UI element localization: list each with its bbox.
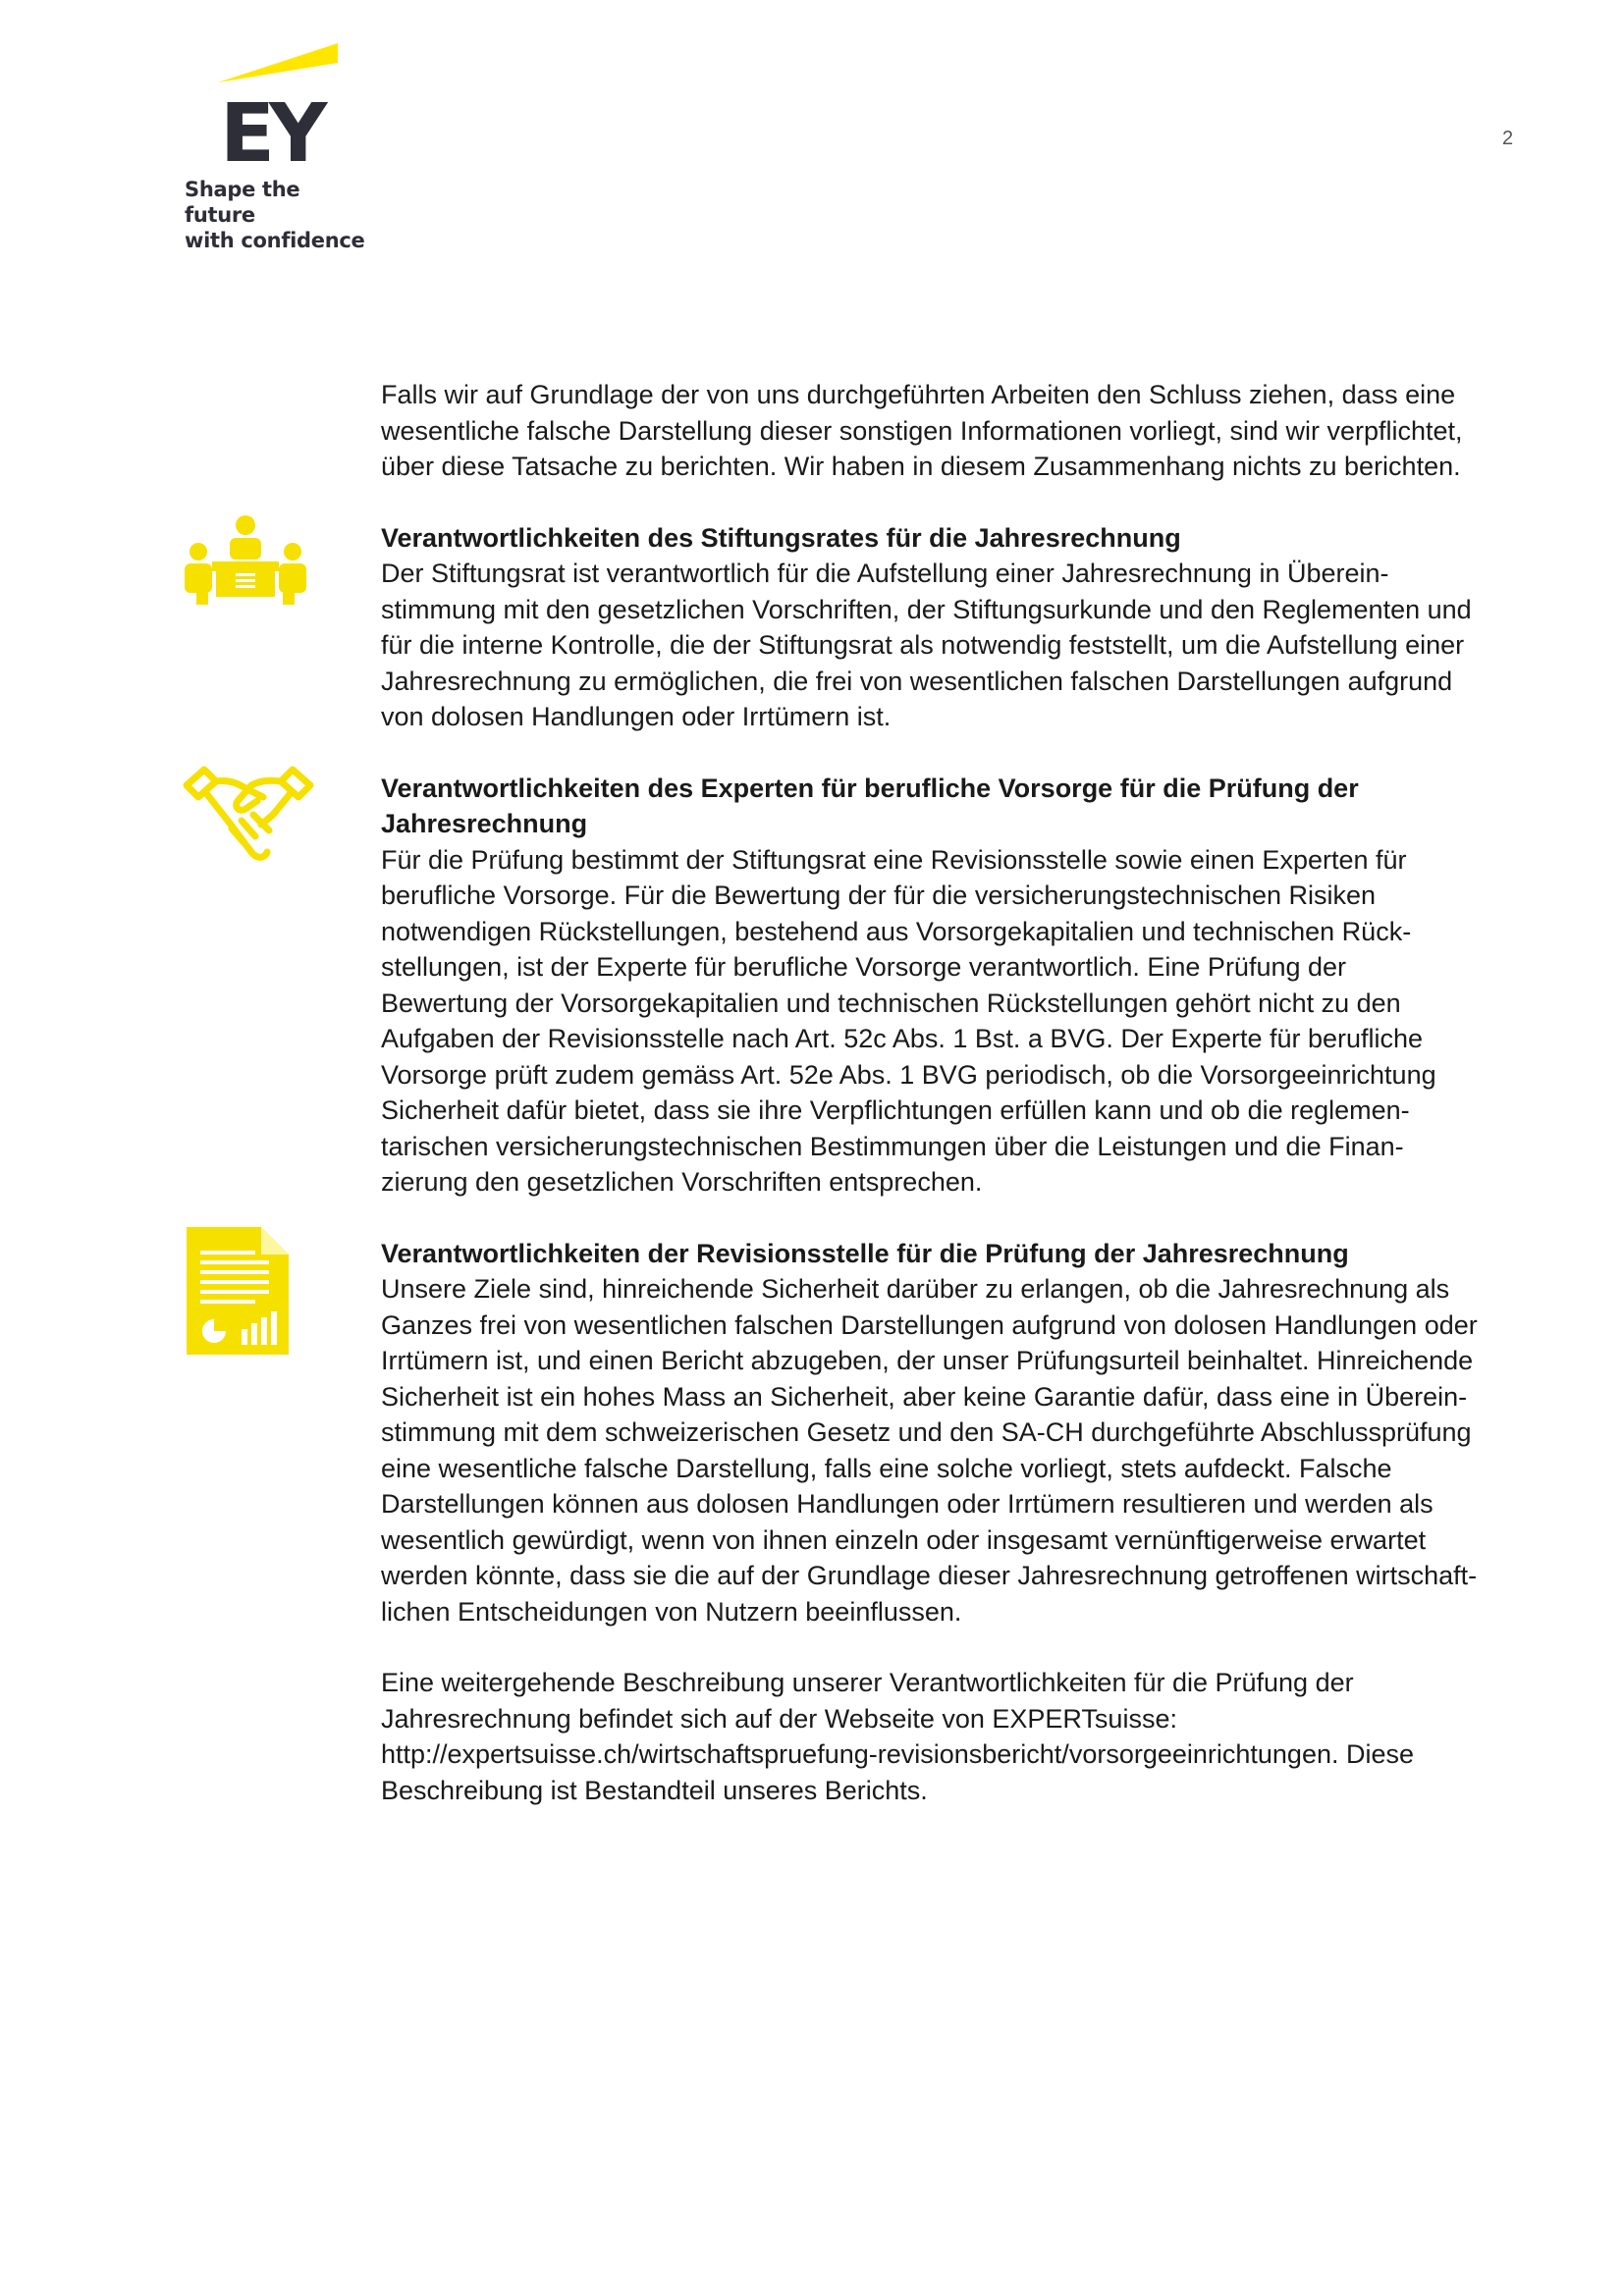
ey-logo-text: EY xyxy=(220,87,322,167)
text-line: stimmung mit den gesetzlichen Vorschriften, der Stiftungsurkunde und den Reglementen und xyxy=(381,594,1472,624)
text-line: Jahresrechnung zu ermöglichen, die frei von wesentlichen falschen Darstellungen aufgrund xyxy=(381,666,1453,696)
text-line: Sicherheit dafür bietet, dass sie ihre Verpflichtungen erfüllen kann und ob die reglemen- xyxy=(381,1095,1410,1125)
text-line: Darstellungen können aus dolosen Handlungen oder Irrtümern resultieren und werden als xyxy=(381,1489,1434,1519)
page-number: 2 xyxy=(1502,128,1514,149)
text-line: werden könnte, dass sie die auf der Grundlage dieser Jahresrechnung getroffenen wirtschaft- xyxy=(381,1561,1478,1590)
text-line: notwendigen Rückstellungen, bestehend aus Vorsorgekapitalien und technischen Rück- xyxy=(381,916,1412,946)
text-line: eine wesentliche falsche Darstellung, falls eine solche vorliegt, stets aufdeckt. Falsche xyxy=(381,1453,1392,1483)
section-stiftungsrat xyxy=(381,520,1530,735)
text-line: stimmung mit dem schweizerischen Gesetz und den SA-CH durchgeführte Abschlussprüfung xyxy=(381,1417,1472,1447)
section-heading: Verantwortlichkeiten der Revisionsstelle für die Prüfung der Jahresrechnung xyxy=(381,1238,1349,1268)
text-line: über diese Tatsache zu berichten. Wir haben in diesem Zusammenhang nichts zu berichten. xyxy=(381,452,1461,481)
section-heading: Jahresrechnung xyxy=(381,809,588,838)
meeting-people-icon xyxy=(183,514,308,607)
text-line: lichen Entscheidungen von Nutzern beeinflussen. xyxy=(381,1596,962,1627)
text-line: Ganzes frei von wesentlichen falschen Darstellungen aufgrund von dolosen Handlungen oder xyxy=(381,1309,1478,1340)
text-line: zierung den gesetzlichen Vorschriften entsprechen. xyxy=(381,1167,983,1197)
text-line: für die interne Kontrolle, die der Stiftungsrat als notwendig feststellt, um die Aufstellung einer xyxy=(381,630,1465,660)
text-line: berufliche Vorsorge. Für die Bewertung der für die versicherungstechnischen Risiken xyxy=(381,881,1377,910)
text-line: Falls wir auf Grundlage der von uns durchgeführten Arbeiten den Schluss ziehen, dass eine xyxy=(381,380,1456,409)
logo-tagline xyxy=(185,177,377,253)
text-line: Eine weitergehende Beschreibung unserer Verantwortlichkeiten für die Prüfung der xyxy=(381,1668,1354,1697)
logo-tagline-line2: with confidence xyxy=(185,229,365,252)
text-line: stellungen, ist der Experte für berufliche Vorsorge verantwortlich. Eine Prüfung der xyxy=(381,952,1347,982)
text-line: http://expertsuisse.ch/wirtschaftspruefung-revisionsbericht/vorsorgeeinrichtungen. Diese xyxy=(381,1739,1415,1769)
text-line: Unsere Ziele sind, hinreichende Sicherheit darüber zu erlangen, ob die Jahresrechnung als xyxy=(381,1274,1450,1304)
text-line: Der Stiftungsrat ist verantwortlich für die Aufstellung einer Jahresrechnung in Überein- xyxy=(381,559,1389,588)
section-experte xyxy=(381,771,1530,1201)
section-heading: Verantwortlichkeiten des Stiftungsrates für die Jahresrechnung xyxy=(381,522,1181,553)
text-line: wesentlich gewürdigt, wenn von ihnen einzeln oder insgesamt vernünftigerweise erwartet xyxy=(381,1524,1427,1555)
logo-tagline-line1: Shape the future xyxy=(185,178,300,227)
ey-logo xyxy=(181,39,377,252)
text-line: Für die Prüfung bestimmt der Stiftungsrat eine Revisionsstelle sowie einen Experten für xyxy=(381,844,1407,875)
text-line: von dolosen Handlungen oder Irrtümern ist. xyxy=(381,702,892,731)
text-line: tarischen versicherungstechnischen Bestimmungen über die Leistungen und die Finan- xyxy=(381,1131,1404,1161)
closing-paragraph xyxy=(381,1665,1530,1808)
ey-logo-mark xyxy=(181,39,377,167)
section-revisionsstelle xyxy=(381,1236,1530,1630)
text-line: Aufgaben der Revisionsstelle nach Art. 52c Abs. 1 Bst. a BVG. Der Experte für berufliche xyxy=(381,1024,1424,1053)
section-heading: Verantwortlichkeiten des Experten für berufliche Vorsorge für die Prüfung der xyxy=(381,773,1359,803)
text-line: Vorsorge prüft zudem gemäss Art. 52e Abs. 1 BVG periodisch, ob die Vorsorgeeinrichtung xyxy=(381,1059,1436,1090)
handshake-icon xyxy=(183,764,314,874)
text-line: Beschreibung ist Bestandteil unseres Berichts. xyxy=(381,1775,928,1805)
text-line: wesentliche falsche Darstellung dieser sonstigen Informationen vorliegt, sind wir verpflichtet, xyxy=(381,415,1463,446)
text-line: Sicherheit ist ein hohes Mass an Sicherheit, aber keine Garantie dafür, dass eine in Überein- xyxy=(381,1381,1468,1412)
text-line: Bewertung der Vorsorgekapitalien und technischen Rückstellungen gehört nicht zu den xyxy=(381,988,1401,1018)
intro-paragraph xyxy=(381,377,1530,485)
report-body xyxy=(381,377,1530,1808)
text-line: Jahresrechnung befindet sich auf der Webseite von EXPERTsuisse: xyxy=(381,1703,1177,1734)
text-line: Irrtümern ist, und einen Bericht abzugeben, der unser Prüfungsurteil beinhaltet. Hinreichende xyxy=(381,1346,1474,1375)
report-document-icon xyxy=(187,1227,289,1355)
